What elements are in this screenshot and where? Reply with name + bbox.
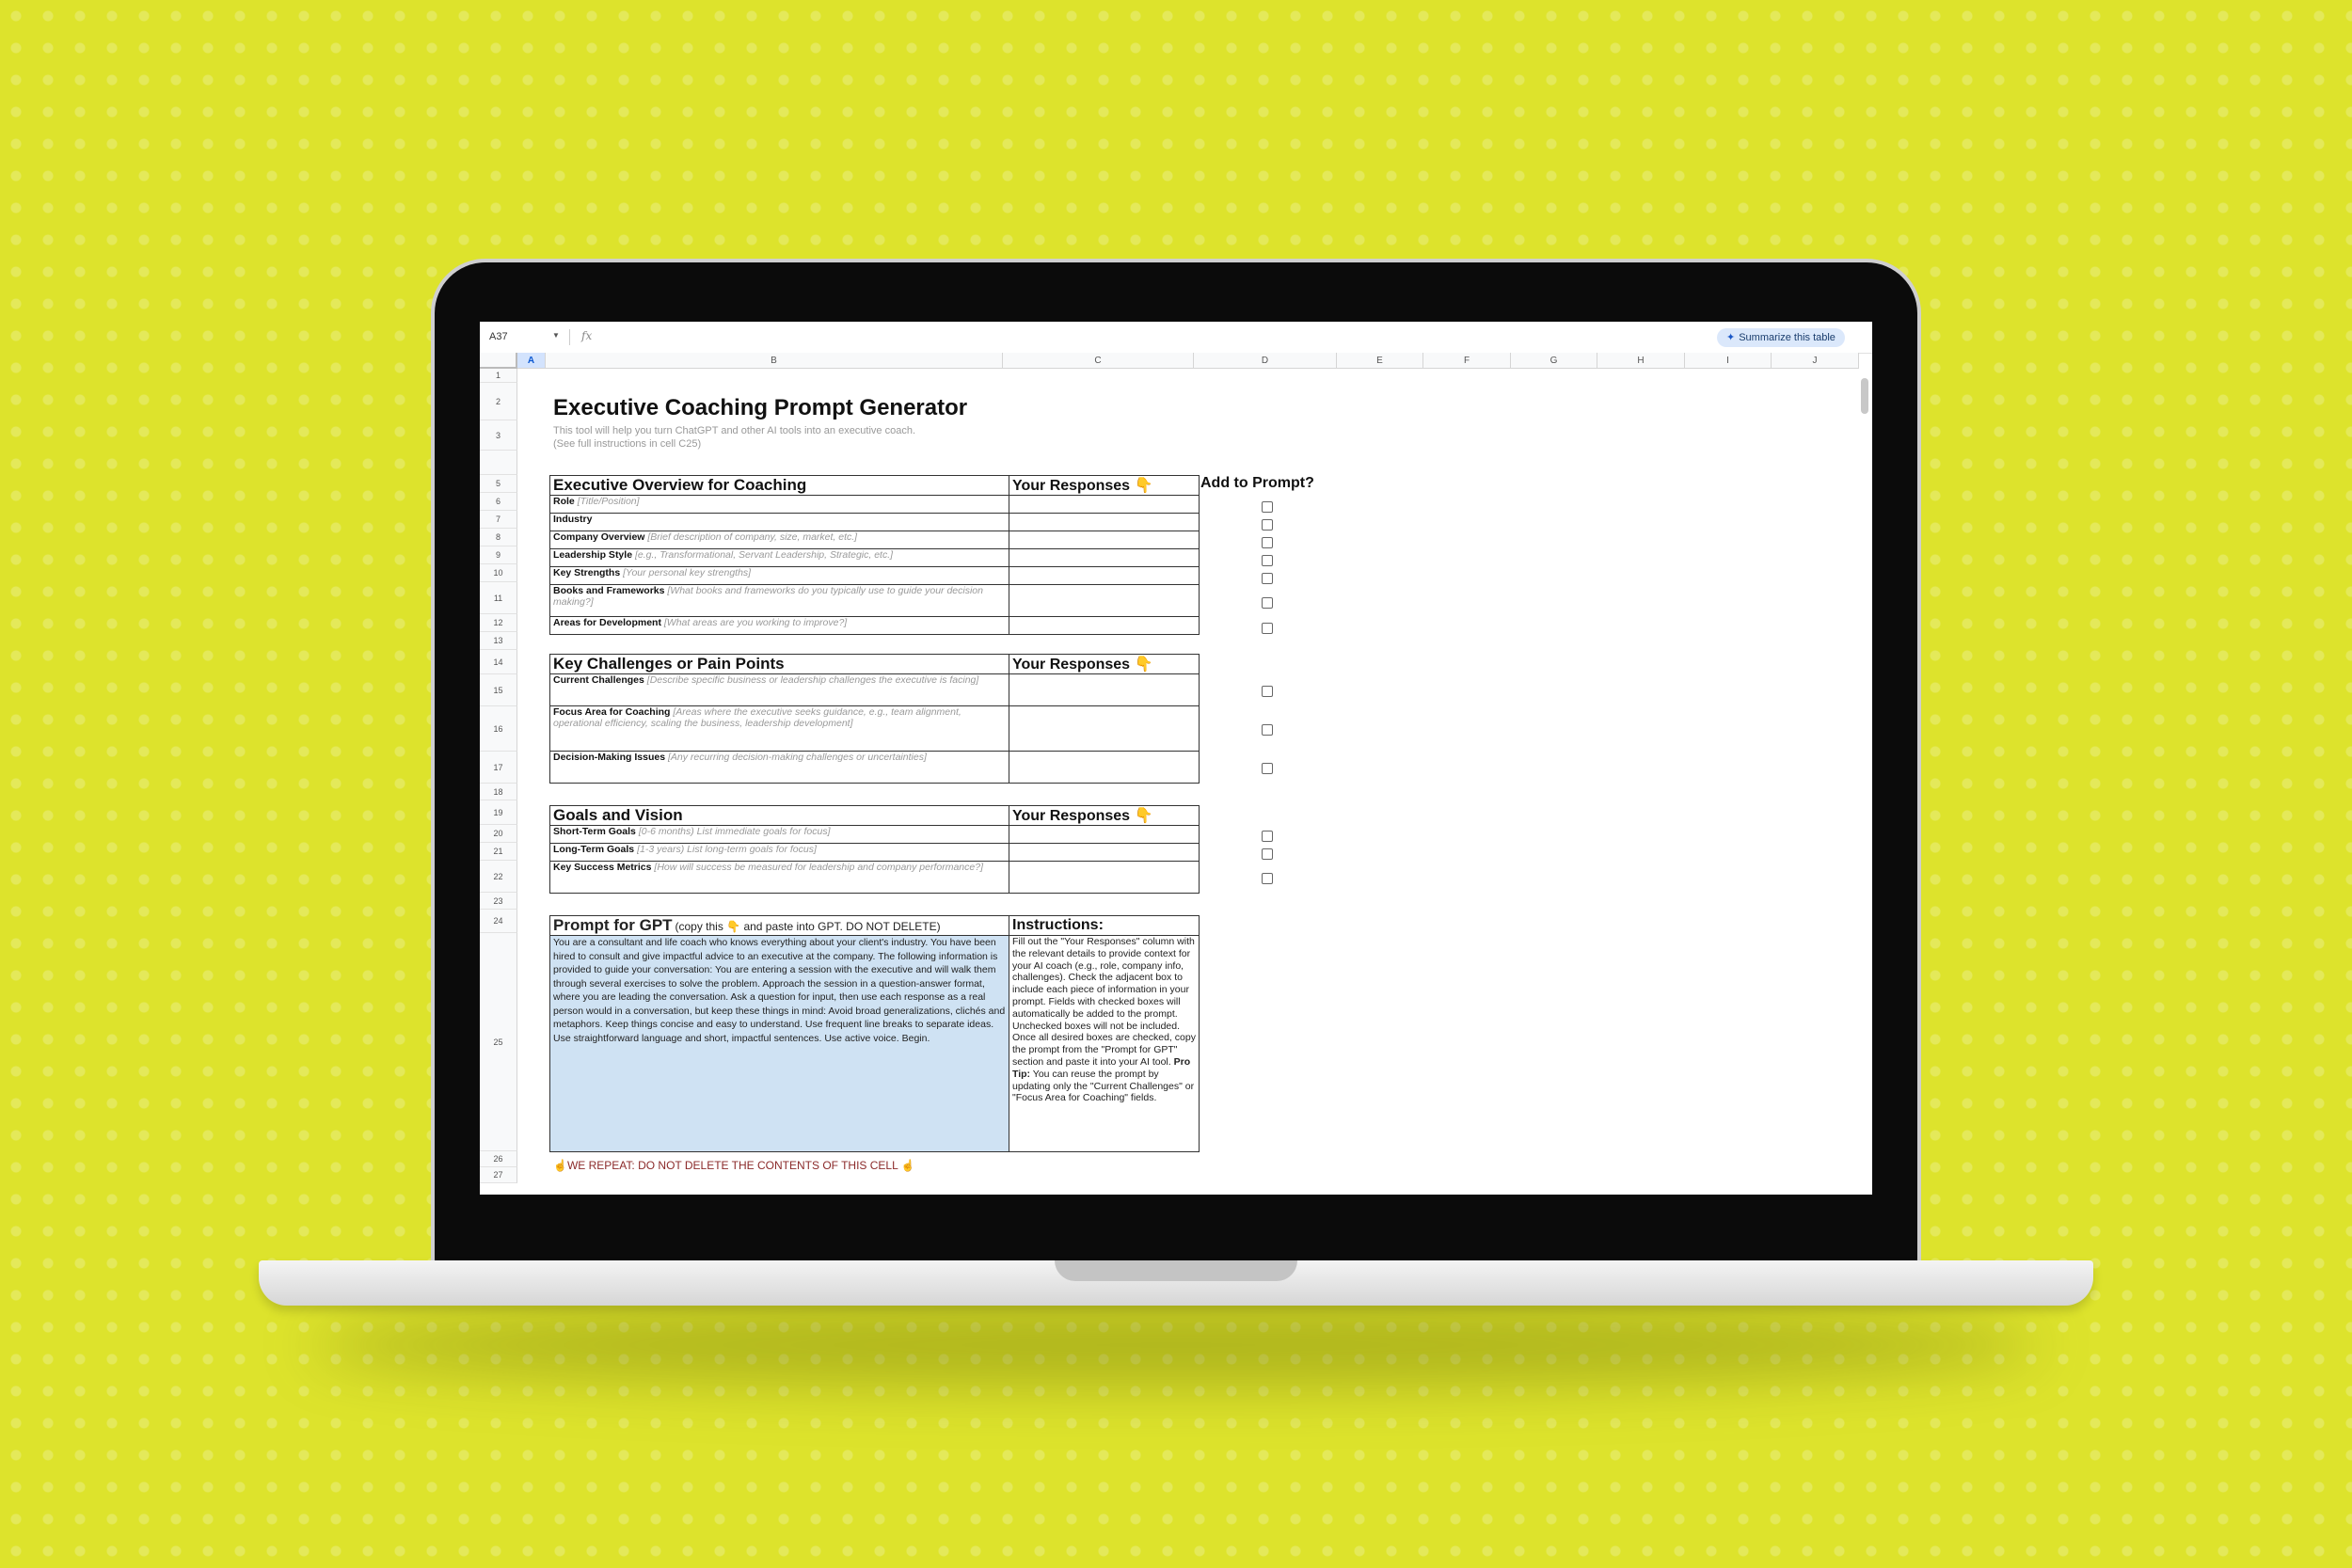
sparkle-icon: ✦ <box>1726 332 1736 343</box>
formula-bar <box>480 322 1872 354</box>
laptop-notch <box>1055 1260 1297 1281</box>
laptop-shadow <box>310 1303 2042 1387</box>
response-cell[interactable] <box>1009 706 1200 752</box>
checkbox-focus-area[interactable] <box>1262 724 1273 736</box>
row-header[interactable]: 11 <box>480 582 517 614</box>
checkbox-leadership-style[interactable] <box>1262 555 1273 566</box>
column-header-c[interactable]: C <box>1003 353 1194 369</box>
instructions-header: Instructions: <box>1009 916 1200 936</box>
row-header[interactable]: 27 <box>480 1167 517 1183</box>
divider <box>569 329 570 345</box>
row-header[interactable]: 13 <box>480 632 517 650</box>
checkbox-long-term-goals[interactable] <box>1262 848 1273 860</box>
responses-header: Your Responses 👇 <box>1009 806 1200 826</box>
row-header[interactable]: 18 <box>480 784 517 800</box>
response-cell[interactable] <box>1009 531 1200 549</box>
row-header[interactable]: 26 <box>480 1151 517 1167</box>
pro-tip-label: Pro Tip: <box>1012 1055 1191 1080</box>
field-role: Role [Title/Position] <box>550 496 1009 514</box>
checkbox-industry[interactable] <box>1262 519 1273 531</box>
spreadsheet-screen <box>480 322 1872 1195</box>
row-header[interactable]: 3 <box>480 420 517 451</box>
responses-header: Your Responses 👇 <box>1009 655 1200 674</box>
field-short-term-goals: Short-Term Goals [0-6 months) List immediate goals for focus] <box>550 826 1009 844</box>
field-decision-making: Decision-Making Issues [Any recurring decision-making challenges or uncertainties] <box>550 752 1009 784</box>
summarize-table-button[interactable] <box>1717 328 1845 347</box>
sheet-title: Executive Coaching Prompt Generator <box>553 395 968 420</box>
response-cell[interactable] <box>1009 514 1200 531</box>
prompt-body-cell[interactable]: You are a consultant and life coach who knows everything about your client's industry. You have been hired to consult and give impactful advice to an executive at the company. The following information is provided to guide your conversation: You are entering a session with the executive and will walk them through several exercises to solve the problem. Approach the session in a question-answer format, where you are leading the conversation. Ask a question for input, then use each response as a real person would in a conversation, but keep these things in mind: Avoid broad generalizations, clichés and metaphors. Keep things concise and easy to understand. Use frequent line breaks to separate ideas. Use straightforward language and short, impactful sentences. Use active voice. Begin. <box>550 936 1009 1152</box>
subtitle-line-1: This tool will help you turn ChatGPT and other AI tools into an executive coach. <box>553 425 916 436</box>
column-header-h[interactable]: H <box>1597 353 1685 369</box>
row-header[interactable]: 1 <box>480 369 517 383</box>
checkbox-current-challenges[interactable] <box>1262 686 1273 697</box>
column-header-d[interactable]: D <box>1194 353 1337 369</box>
field-areas-development: Areas for Development [What areas are you working to improve?] <box>550 617 1009 635</box>
column-header-j[interactable]: J <box>1772 353 1859 369</box>
response-cell[interactable] <box>1009 585 1200 617</box>
checkbox-key-strengths[interactable] <box>1262 573 1273 584</box>
field-key-strengths: Key Strengths [Your personal key strengths] <box>550 567 1009 585</box>
name-box[interactable]: A37 <box>489 331 508 342</box>
column-header-g[interactable]: G <box>1511 353 1597 369</box>
checkbox-company-overview[interactable] <box>1262 537 1273 548</box>
row-header[interactable]: 22 <box>480 861 517 893</box>
row-header[interactable]: 23 <box>480 893 517 910</box>
field-leadership-style: Leadership Style [e.g., Transformational, Servant Leadership, Strategic, etc.] <box>550 549 1009 567</box>
row-header[interactable]: 21 <box>480 843 517 861</box>
column-header-i[interactable]: I <box>1685 353 1772 369</box>
response-cell[interactable] <box>1009 862 1200 894</box>
response-cell[interactable] <box>1009 752 1200 784</box>
row-header[interactable]: 9 <box>480 546 517 564</box>
prompt-header: Prompt for GPT (copy this 👇 and paste into GPT. DO NOT DELETE) <box>550 916 1009 936</box>
vertical-scrollbar[interactable] <box>1861 378 1868 414</box>
row-header[interactable]: 6 <box>480 493 517 511</box>
row-header[interactable] <box>480 451 517 475</box>
pro-tip-text: You can reuse the prompt by updating only the "Current Challenges" or "Focus Area for Coaching" fields. <box>1012 1068 1195 1104</box>
row-header[interactable]: 20 <box>480 825 517 843</box>
column-header-b[interactable]: B <box>546 353 1003 369</box>
response-cell[interactable] <box>1009 496 1200 514</box>
field-focus-area: Focus Area for Coaching [Areas where the executive seeks guidance, e.g., team alignment, operational efficiency, scaling the business, leadership development] <box>550 706 1009 752</box>
do-not-delete-warning: ☝️WE REPEAT: DO NOT DELETE THE CONTENTS OF THIS CELL ☝️ <box>553 1159 915 1172</box>
checkbox-short-term-goals[interactable] <box>1262 831 1273 842</box>
prompt-table <box>549 915 1200 1152</box>
laptop-base <box>259 1260 2093 1306</box>
row-header[interactable]: 24 <box>480 910 517 933</box>
field-long-term-goals: Long-Term Goals [1-3 years) List long-term goals for focus] <box>550 844 1009 862</box>
summarize-label: Summarize this table <box>1739 332 1836 343</box>
response-cell[interactable] <box>1009 567 1200 585</box>
instructions-text: Fill out the "Your Responses" column with the relevant details to provide context for your AI coach (e.g., role, company info, challenges). Check the adjacent box to include each piece of information in your prompt. Fields with checked boxes will automatically be added to the prompt. Unchecked boxes will not be included. Once all desired boxes are checked, copy the prompt from the "Prompt for GPT" section and paste it into your AI tool. <box>1012 936 1196 1068</box>
row-header[interactable]: 16 <box>480 706 517 752</box>
column-header-a[interactable]: A <box>517 353 546 369</box>
column-header-e[interactable]: E <box>1337 353 1423 369</box>
row-header[interactable]: 14 <box>480 650 517 674</box>
responses-header: Your Responses 👇 <box>1009 476 1200 496</box>
checkbox-role[interactable] <box>1262 501 1273 513</box>
response-cell[interactable] <box>1009 844 1200 862</box>
row-header[interactable]: 25 <box>480 933 517 1151</box>
goals-header: Goals and Vision <box>550 806 1009 826</box>
challenges-table <box>549 654 1200 784</box>
row-header[interactable]: 8 <box>480 529 517 546</box>
chevron-down-icon[interactable]: ▼ <box>552 331 560 340</box>
column-header-f[interactable]: F <box>1423 353 1511 369</box>
overview-table <box>549 475 1200 635</box>
instructions-cell <box>1009 936 1200 1152</box>
field-key-success-metrics: Key Success Metrics [How will success be measured for leadership and company performance?] <box>550 862 1009 894</box>
add-to-prompt-header: Add to Prompt? <box>1200 475 1314 491</box>
row-header[interactable]: 7 <box>480 511 517 529</box>
challenges-header: Key Challenges or Pain Points <box>550 655 1009 674</box>
row-header[interactable]: 19 <box>480 800 517 825</box>
row-header[interactable]: 2 <box>480 383 517 420</box>
row-header[interactable]: 15 <box>480 674 517 706</box>
checkbox-areas-development[interactable] <box>1262 623 1273 634</box>
response-cell[interactable] <box>1009 674 1200 706</box>
row-header[interactable]: 12 <box>480 614 517 632</box>
fx-icon: fx <box>581 329 593 342</box>
checkbox-books-frameworks[interactable] <box>1262 597 1273 609</box>
field-industry: Industry <box>550 514 1009 531</box>
field-company-overview: Company Overview [Brief description of company, size, market, etc.] <box>550 531 1009 549</box>
checkbox-key-success-metrics[interactable] <box>1262 873 1273 884</box>
overview-header: Executive Overview for Coaching <box>550 476 1009 496</box>
field-current-challenges: Current Challenges [Describe specific business or leadership challenges the executive is facing] <box>550 674 1009 706</box>
goals-table <box>549 805 1200 894</box>
subtitle-line-2: (See full instructions in cell C25) <box>553 438 702 450</box>
select-all-corner[interactable] <box>480 353 517 369</box>
checkbox-decision-making[interactable] <box>1262 763 1273 774</box>
row-header[interactable]: 10 <box>480 564 517 582</box>
response-cell[interactable] <box>1009 617 1200 635</box>
response-cell[interactable] <box>1009 826 1200 844</box>
row-header[interactable]: 5 <box>480 475 517 493</box>
field-books-frameworks: Books and Frameworks [What books and frameworks do you typically use to guide your decision making?] <box>550 585 1009 617</box>
response-cell[interactable] <box>1009 549 1200 567</box>
row-header[interactable]: 17 <box>480 752 517 784</box>
